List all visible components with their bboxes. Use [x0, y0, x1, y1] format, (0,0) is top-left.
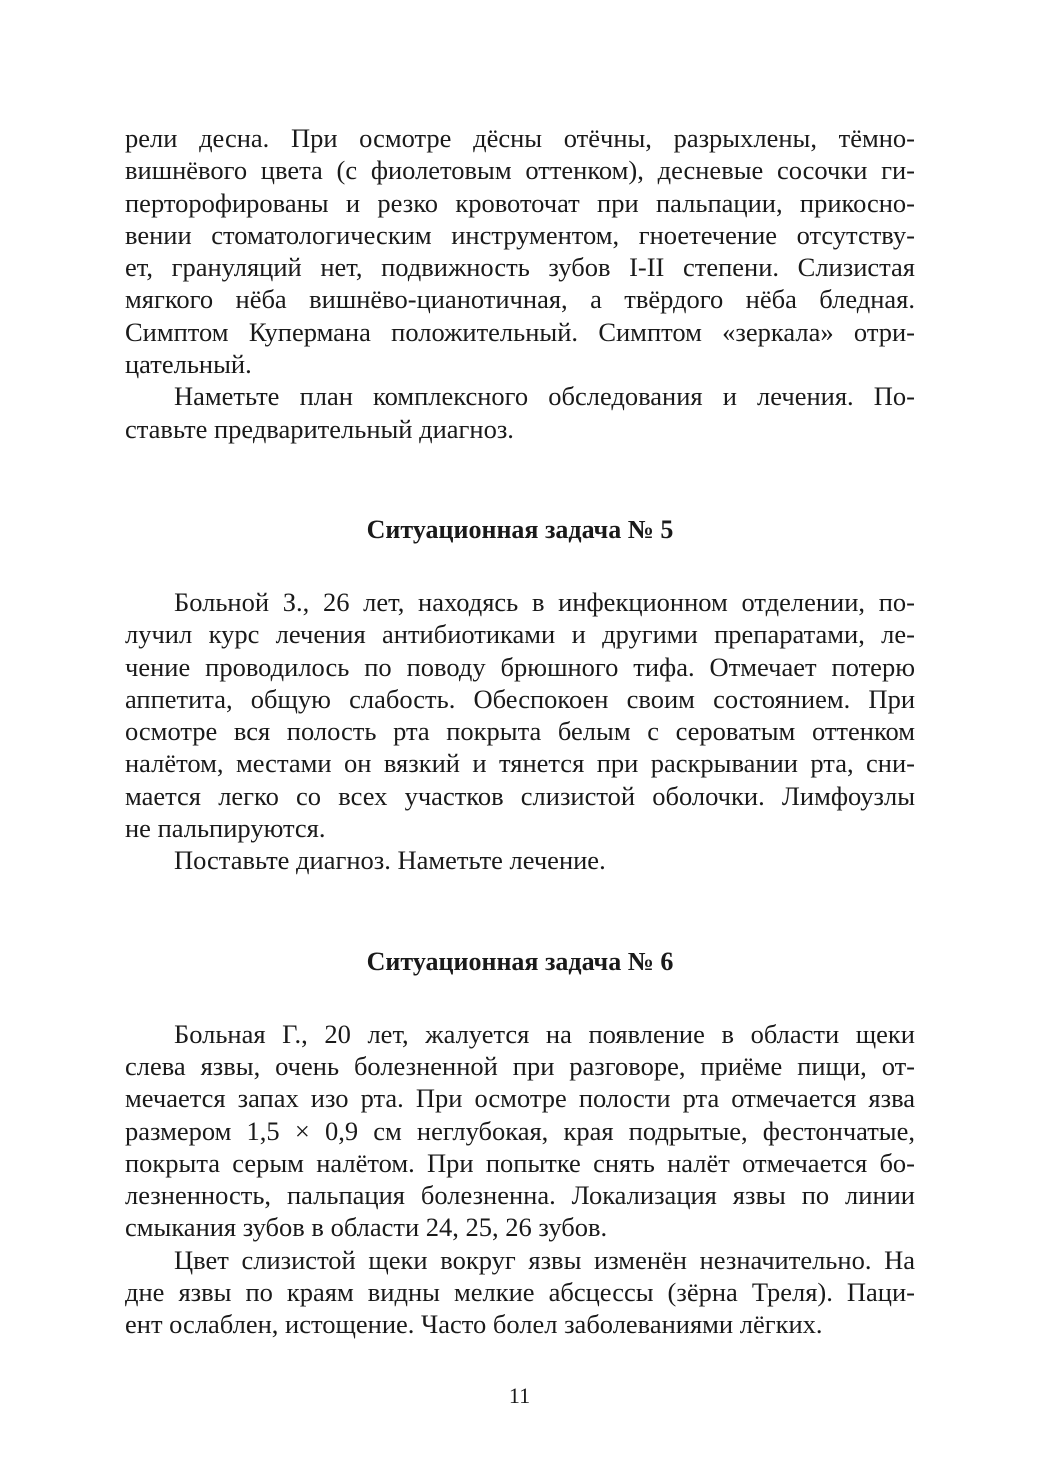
text-line: размером 1,5 × 0,9 см неглубокая, края подрытые, фестончатые, — [125, 1115, 915, 1146]
text-line: вении стоматологическим инструментом, гноетечение отсутству- — [125, 219, 915, 250]
text-line: лучил курс лечения антибиотиками и другими препаратами, ле- — [125, 619, 915, 650]
task-heading: Ситуационная задача № 6 — [366, 946, 674, 976]
text-line: Поставьте диагноз. Наметьте лечение. — [174, 845, 606, 876]
text-line: мается легко со всех участков слизистой оболочки. Лимфоузлы — [125, 780, 915, 811]
text-line: ет, грануляций нет, подвижность зубов I-II степени. Слизистая — [125, 252, 915, 283]
paragraph — [125, 1244, 915, 1341]
text-line: ент ослаблен, истощение. Часто болел заболеваниями лёгких. — [125, 1309, 823, 1340]
text-line: покрыта серым налётом. При попытке снять налёт отмечается бо- — [125, 1147, 915, 1178]
text-line: слева язвы, очень болезненной при разговоре, приёме пищи, от- — [125, 1050, 915, 1081]
text-line: дне язвы по краям видны мелкие абсцессы (зёрна Треля). Паци- — [125, 1277, 915, 1308]
text-line: вишнёвого цвета (с фиолетовым оттенком), десневые сосочки ги- — [125, 155, 915, 186]
text-line: мягкого нёба вишнёво-цианотичная, а твёрдого нёба бледная. — [125, 284, 915, 315]
paragraph — [125, 1018, 915, 1244]
text-line: смыкания зубов в области 24, 25, 26 зубов. — [125, 1212, 608, 1243]
text-line: Наметьте план комплексного обследования и лечения. По- — [174, 381, 915, 412]
paragraph — [125, 586, 915, 844]
text-line: не пальпируются. — [125, 813, 326, 844]
paragraph — [125, 380, 915, 445]
paragraph — [125, 844, 915, 876]
paragraph — [125, 122, 915, 380]
text-line: рели десна. При осмотре дёсны отёчны, разрыхлены, тёмно- — [125, 123, 915, 153]
text-line: Больная Г., 20 лет, жалуется на появление в области щеки — [174, 1018, 915, 1049]
text-line: цательный. — [125, 349, 252, 380]
text-line: перторофированы и резко кровоточат при пальпации, прикосно- — [125, 187, 915, 218]
text-line: Симптом Купермана положительный. Симптом «зеркала» отри- — [125, 316, 915, 347]
text-line: аппетита, общую слабость. Обеспокоен своим состоянием. При — [125, 683, 915, 714]
text-line: лезненность, пальпация болезненна. Локализация язвы по линии — [125, 1180, 915, 1211]
text-line: мечается запах изо рта. При осмотре полости рта отмечается язва — [125, 1083, 915, 1114]
text-line: Цвет слизистой щеки вокруг язвы изменён незначительно. На — [174, 1244, 915, 1275]
page-content — [125, 122, 915, 1341]
text-line: Больной З., 26 лет, находясь в инфекционном отделении, по- — [174, 586, 915, 617]
text-line: чение проводилось по поводу брюшного тифа. Отмечает потерю — [125, 651, 915, 682]
text-line: налётом, местами он вязкий и тянется при раскрывании рта, сни- — [125, 748, 915, 779]
text-line: осмотре вся полость рта покрыта белым с сероватым оттенком — [125, 716, 915, 747]
task-heading: Ситуационная задача № 5 — [366, 514, 674, 544]
page-number: 11 — [508, 1383, 531, 1408]
text-line: ставьте предварительный диагноз. — [125, 413, 514, 444]
